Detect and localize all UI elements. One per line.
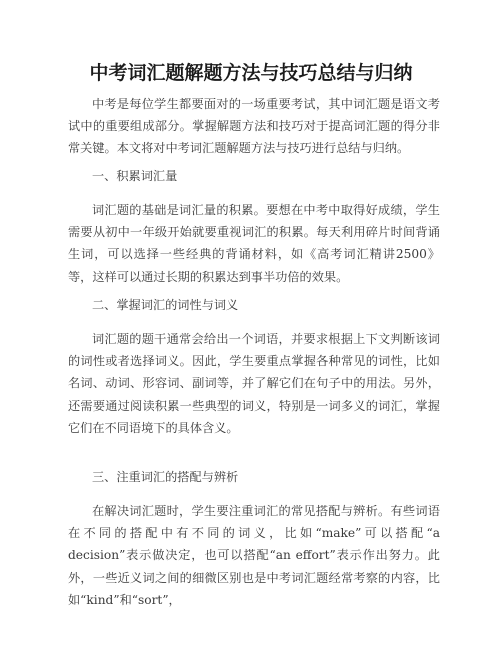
intro-paragraph: 中考是每位学生都要面对的一场重要考试，其中词汇题是语文考试中的重要组成部分。掌握解题方法和技巧对于提高词汇题的得分非常关键。本文将对中考词汇题解题方法与技巧进行总结与归纳。: [68, 97, 440, 156]
section-heading-2: 二、掌握词汇的词性与词义: [92, 298, 239, 312]
section-body-1: 词汇题的基础是词汇量的积累。要想在中考中取得好成绩，学生需要从初中一年级开始就要重视词汇的积累。每天利用碎片时间背诵生词，可以选择一些经典的背诵材料，如《高考词汇精讲2500》等，这样可以通过长期的积累达到事半功倍的效果。: [68, 203, 440, 284]
section-heading-3: 三、注重词汇的搭配与辨析: [92, 470, 239, 484]
section-body-2: 词汇题的题干通常会给出一个词语，并要求根据上下文判断该词的词性或者选择词义。因此，学生要重点掌握各种常见的词性，比如名词、动词、形容词、副词等，并了解它们在句子中的用法。另外，还需要通过阅读积累一些典型的词义，特别是一词多义的词汇，掌握它们在不同语境下的具体含义。: [68, 332, 440, 435]
section-heading-1: 一、积累词汇量: [92, 169, 178, 183]
document-title: 中考词汇题解题方法与技巧总结与归纳: [89, 62, 413, 84]
section-body-3: 在解决词汇题时，学生要注重词汇的常见搭配与辨析。有些词语在不同的搭配中有不同的词义，比如“make”可以搭配“a decision”表示做决定，也可以搭配“an effort”表示作出努力。此外，一些近义词之间的细微区别也是中考词汇题经常考察的内容，比如“kind”和“sort”，: [68, 504, 440, 607]
